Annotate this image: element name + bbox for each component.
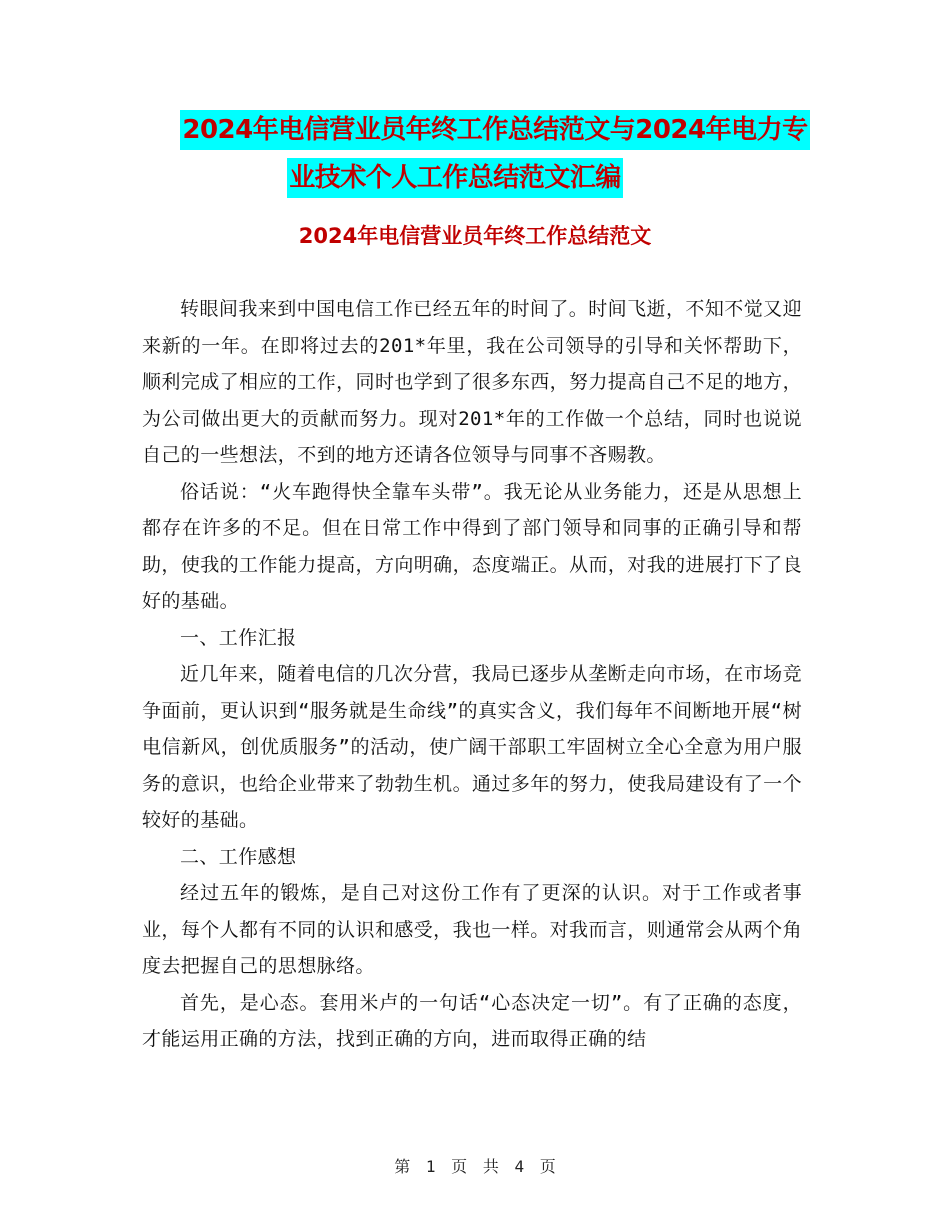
paragraph: 近几年来，随着电信的几次分营，我局已逐步从垄断走向市场，在市场竞争面前，更认识到“服务就是生命线”的真实含义，我们每年不间断地开展“树电信新风，创优质服务”的活动，使广阔干部职工牢固树立全心全意为用户服务的意识，也给企业带来了勃勃生机。通过多年的努力，使我局建设有了一个较好的基础。 xyxy=(142,663,802,831)
section-title: 2024年电信营业员年终工作总结范文 xyxy=(298,224,652,248)
title-line-1: 2024年电信营业员年终工作总结范文与2024年电力专 xyxy=(180,110,809,150)
heading-work-thoughts: 二、工作感想 xyxy=(180,845,297,868)
title-line-2: 业技术个人工作总结范文汇编 xyxy=(287,158,623,198)
body-text xyxy=(142,291,802,1058)
paragraph: 俗话说：“火车跑得快全靠车头带”。我无论从业务能力，还是从思想上都存在许多的不足。但在日常工作中得到了部门领导和同事的正确引导和帮助，使我的工作能力提高，方向明确，态度端正。从而，对我的进展打下了良好的基础。 xyxy=(142,480,802,612)
paragraph: 首先，是心态。套用米卢的一句话“心态决定一切”。有了正确的态度，才能运用正确的方法，找到正确的方向，进而取得正确的结 xyxy=(142,991,802,1050)
heading-work-report: 一、工作汇报 xyxy=(180,626,297,649)
document-title xyxy=(0,110,950,198)
page-number-footer: 第 1 页 共 4 页 xyxy=(394,1157,556,1176)
paragraph: 转眼间我来到中国电信工作已经五年的时间了。时间飞逝，不知不觉又迎来新的一年。在即将过去的201*年里，我在公司领导的引导和关怀帮助下，顺利完成了相应的工作，同时也学到了很多东西，努力提高自己不足的地方，为公司做出更大的贡献而努力。现对201*年的工作做一个总结，同时也说说自己的一些想法，不到的地方还请各位领导与同事不吝赐教。 xyxy=(142,298,802,466)
paragraph: 经过五年的锻炼，是自己对这份工作有了更深的认识。对于工作或者事业，每个人都有不同的认识和感受，我也一样。对我而言，则通常会从两个角度去把握自己的思想脉络。 xyxy=(142,882,802,977)
